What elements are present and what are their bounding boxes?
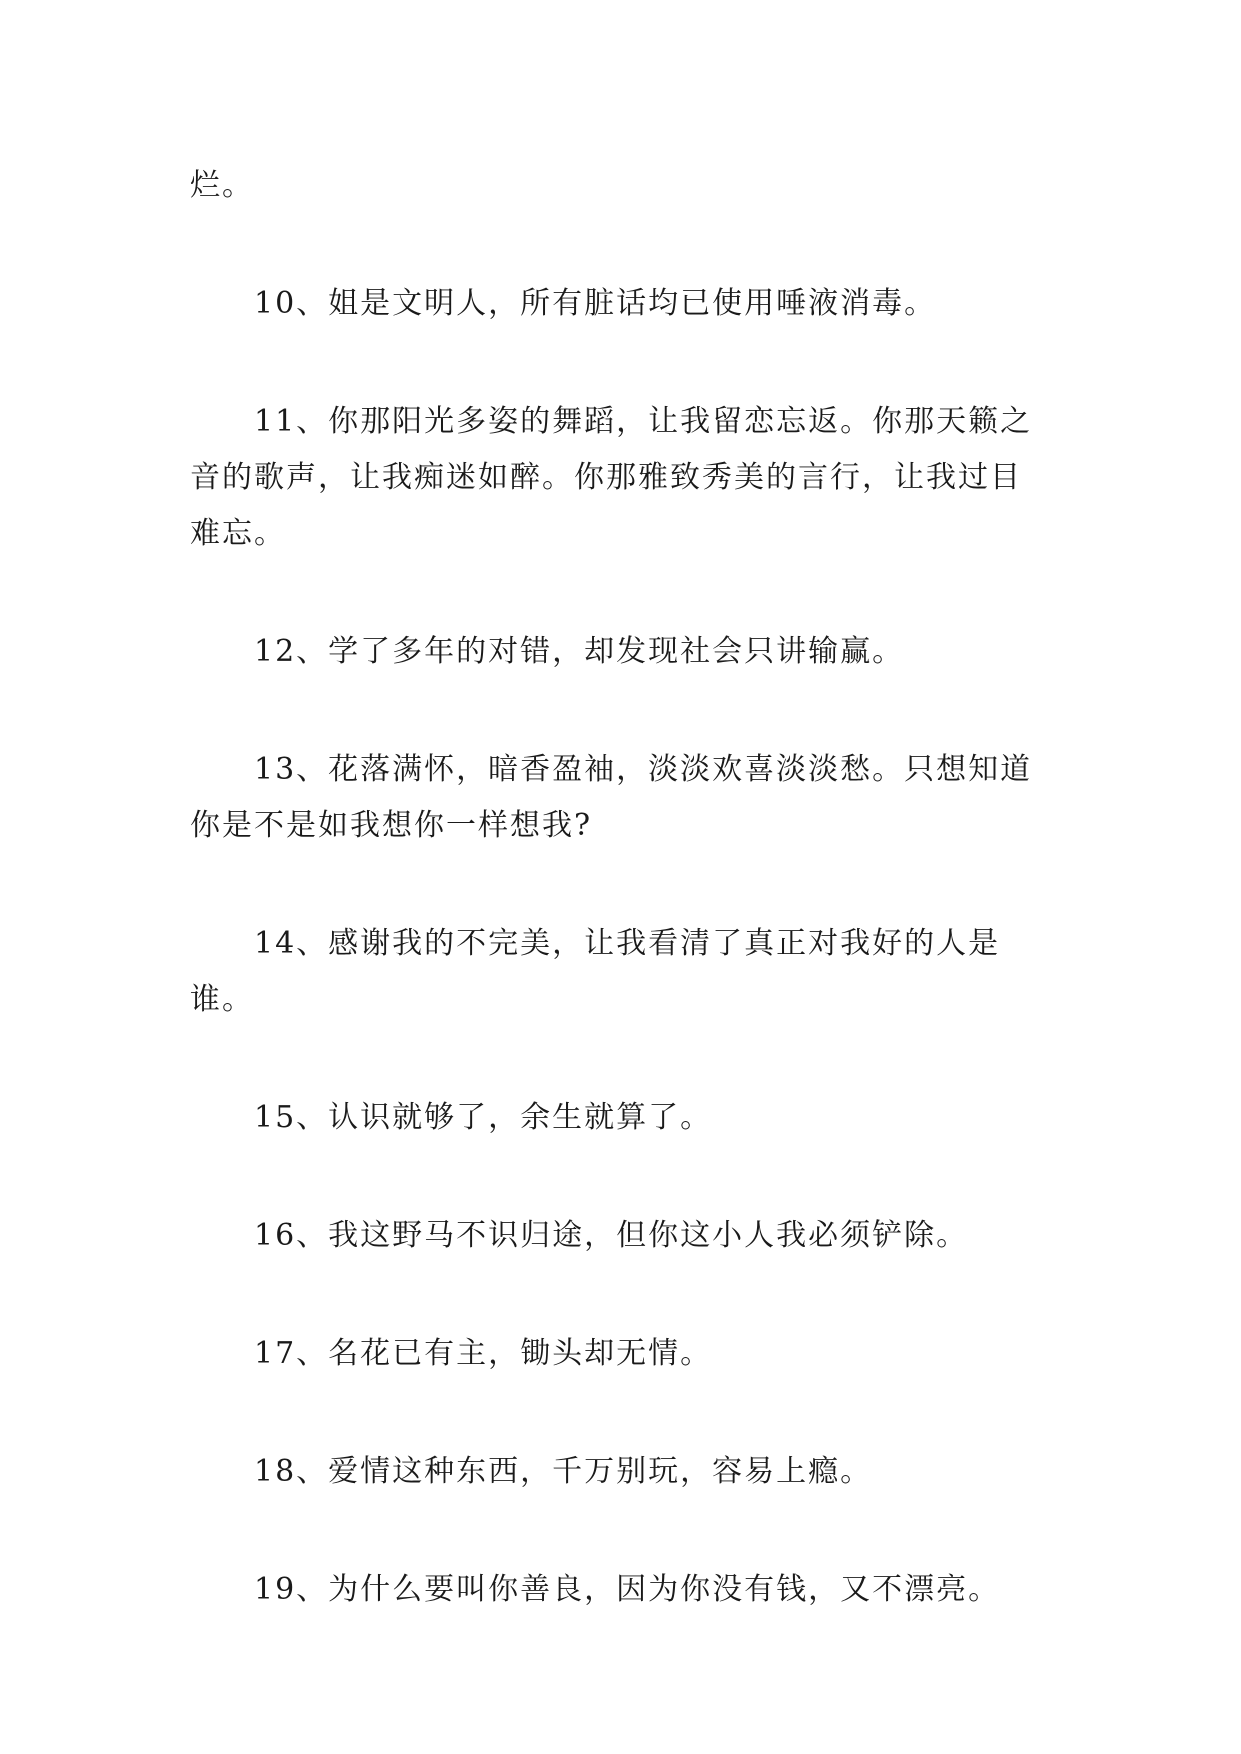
paragraph-item-14: 14、感谢我的不完美，让我看清了真正对我好的人是谁。 [190,926,1001,1017]
paragraph-item-17: 17、名花已有主，锄头却无情。 [254,1336,713,1371]
paragraph-item-13: 13、花落满怀，暗香盈袖，淡淡欢喜淡淡愁。只想知道你是不是如我想你一样想我? [190,752,1033,843]
paragraph-item-18: 18、爱情这种东西，千万别玩，容易上瘾。 [254,1454,873,1489]
document-body [190,158,1050,1618]
paragraph-item-16: 16、我这野马不识归途，但你这小人我必须铲除。 [254,1218,969,1253]
paragraph-item-11: 11、你那阳光多姿的舞蹈，让我留恋忘返。你那天籁之音的歌声，让我痴迷如醉。你那雅致秀美的言行，让我过目难忘。 [190,404,1033,551]
paragraph-item-15: 15、认识就够了，余生就算了。 [254,1100,713,1135]
paragraph-item-19: 19、为什么要叫你善良，因为你没有钱，又不漂亮。 [254,1572,1001,1607]
paragraph-item-12: 12、学了多年的对错，却发现社会只讲输赢。 [254,634,905,669]
paragraph-item-10: 10、姐是文明人，所有脏话均已使用唾液消毒。 [254,286,937,321]
paragraph-continuation: 烂。 [190,168,254,203]
